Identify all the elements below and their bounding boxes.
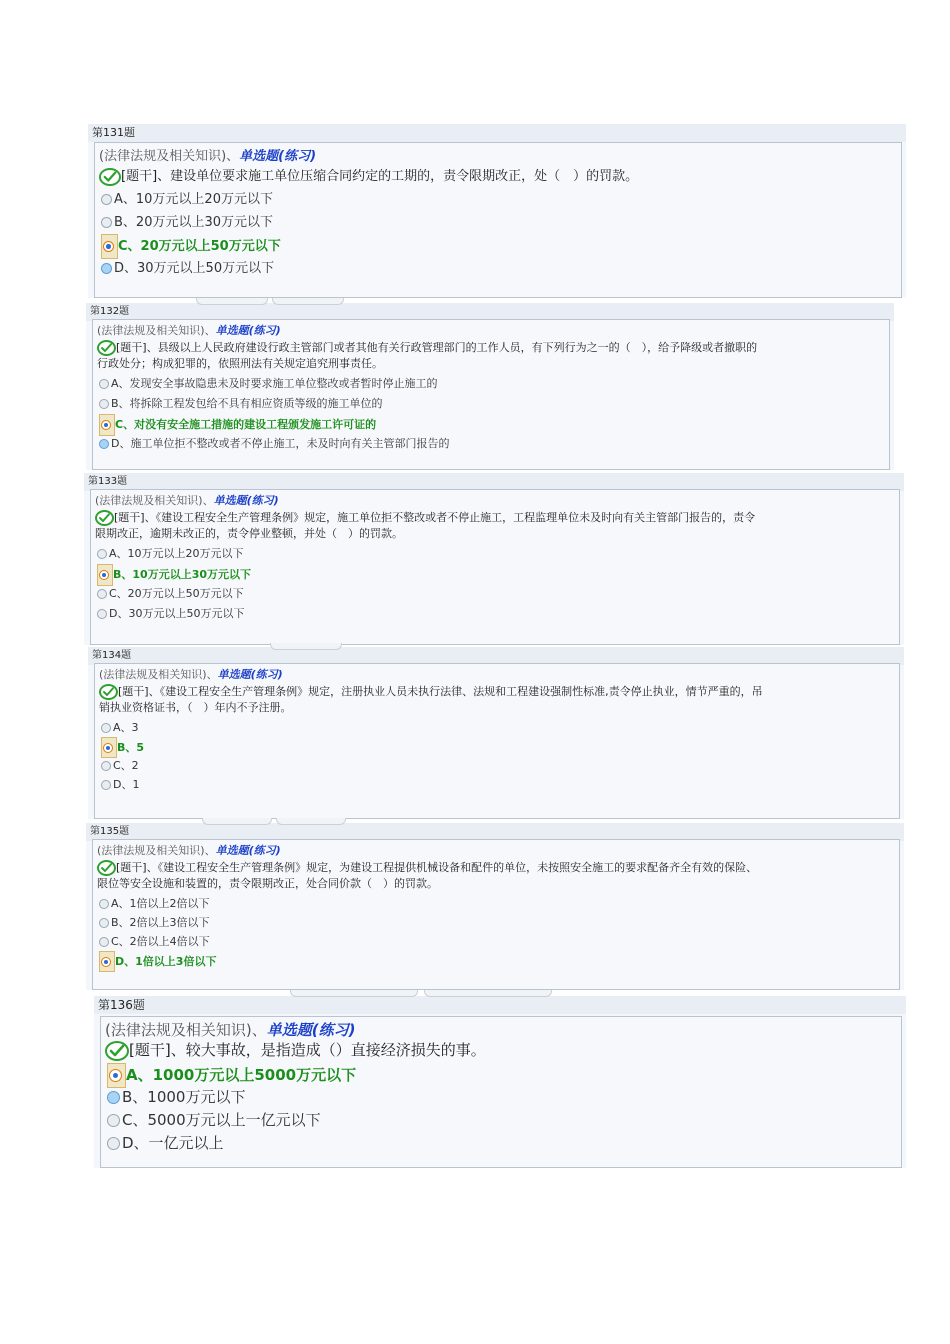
option-row[interactable] (107, 1063, 356, 1088)
option-label: B、1000万元以下 (122, 1088, 246, 1106)
question-stem (95, 526, 403, 542)
question-card (86, 303, 894, 470)
option-label: D、施工单位拒不整改或者不停止施工，未及时向有关主管部门报告的 (111, 437, 450, 450)
question-header (97, 322, 281, 338)
check-icon (105, 1041, 129, 1061)
option-label: B、将拆除工程发包给不具有相应资质等级的施工单位的 (111, 397, 383, 410)
question-number: 第136题 (94, 996, 906, 1014)
stem-prefix: [题干]、 (116, 861, 158, 874)
radio-button[interactable] (97, 589, 107, 599)
question-stem (97, 860, 757, 876)
option-label: D、1倍以上3倍以下 (115, 955, 217, 968)
option-row[interactable] (99, 374, 438, 394)
option-label: B、2倍以上3倍以下 (111, 916, 210, 929)
radio-button[interactable] (101, 780, 111, 790)
option-row[interactable] (107, 1109, 321, 1132)
check-icon (97, 860, 116, 876)
question-stem (97, 876, 438, 892)
panel-tab-edge (424, 990, 552, 997)
option-label: A、1000万元以上5000万元以下 (126, 1066, 357, 1084)
question-category: (法律法规及相关知识)、 (95, 494, 214, 507)
radio-button[interactable] (107, 1091, 120, 1104)
question-header (95, 492, 279, 508)
option-label: A、3 (113, 721, 139, 734)
radio-button[interactable] (103, 743, 113, 753)
selected-marker (101, 737, 117, 758)
stem-text: 限位等安全设施和装置的，责令限期改正，处合同价款（ ）的罚款。 (97, 877, 438, 890)
question-card (88, 647, 904, 819)
question-card (94, 996, 906, 1168)
option-label: C、对没有安全施工措施的建设工程颁发施工许可证的 (115, 418, 377, 431)
option-label: D、一亿元以上 (122, 1134, 224, 1152)
radio-button[interactable] (101, 420, 111, 430)
question-category: (法律法规及相关知识)、 (99, 668, 218, 681)
question-category: (法律法规及相关知识)、 (105, 1021, 267, 1039)
stem-prefix: [题干]、 (114, 511, 156, 524)
selected-marker (99, 414, 115, 436)
radio-button[interactable] (107, 1114, 120, 1127)
option-row[interactable] (97, 584, 244, 604)
question-header (97, 842, 281, 858)
question-stem (99, 700, 292, 716)
radio-button[interactable] (99, 399, 109, 409)
radio-button[interactable] (99, 570, 109, 580)
question-card (88, 124, 906, 298)
question-type: 单选题(练习) (215, 844, 281, 857)
option-label: A、10万元以上20万元以下 (109, 547, 244, 560)
radio-button[interactable] (99, 899, 109, 909)
question-panel (90, 489, 900, 645)
stem-prefix: [题干]、 (118, 685, 160, 698)
radio-button[interactable] (107, 1137, 120, 1150)
option-row[interactable] (101, 718, 139, 737)
option-row[interactable] (101, 211, 273, 234)
option-label: C、5000万元以上一亿元以下 (122, 1111, 321, 1129)
stem-prefix: [题干]、 (116, 341, 158, 354)
question-stem (99, 167, 638, 186)
stem-text: 《建设工程安全生产管理条例》规定，为建设工程提供机械设备和配件的单位，未按照安全施工的要求配备齐全有效的保险、 (157, 861, 758, 874)
question-number: 第134题 (88, 647, 904, 665)
stem-prefix: [题干]、 (121, 169, 171, 184)
stem-text: 较大事故，是指造成（）直接经济损失的事。 (185, 1041, 486, 1059)
question-type: 单选题(练习) (213, 494, 279, 507)
radio-button[interactable] (101, 217, 112, 228)
option-row[interactable] (101, 737, 144, 758)
selected-marker (99, 951, 115, 972)
radio-button[interactable] (97, 609, 107, 619)
radio-button[interactable] (101, 761, 111, 771)
radio-button[interactable] (101, 723, 111, 733)
question-card (86, 823, 904, 990)
panel-tab-edge (270, 643, 342, 650)
option-label: B、20万元以上30万元以下 (114, 215, 274, 230)
stem-text: 《建设工程安全生产管理条例》规定，注册执业人员未执行法律、法规和工程建设强制性标准,责令停止执业，情节严重的，吊 (159, 685, 763, 698)
question-number: 第132题 (86, 303, 894, 321)
radio-button[interactable] (109, 1069, 122, 1082)
option-label: A、1倍以上2倍以下 (111, 897, 210, 910)
option-row[interactable] (99, 434, 449, 454)
question-category: (法律法规及相关知识)、 (97, 844, 216, 857)
option-label: C、20万元以上50万元以下 (118, 239, 281, 254)
question-panel (92, 319, 890, 470)
question-stem (95, 510, 755, 526)
question-stem (99, 684, 763, 700)
question-stem (97, 356, 383, 372)
question-card (84, 473, 904, 645)
check-icon (99, 684, 118, 700)
option-row[interactable] (97, 564, 251, 586)
question-panel (100, 1016, 902, 1168)
radio-button[interactable] (101, 957, 111, 967)
option-row[interactable] (107, 1132, 224, 1155)
option-label: A、发现安全事故隐患未及时要求施工单位整改或者暂时停止施工的 (111, 377, 438, 390)
stem-text: 建设单位要求施工单位压缩合同约定的工期的，责令限期改正，处（ ）的罚款。 (170, 169, 639, 184)
panel-tab-edge (202, 818, 272, 825)
question-number: 第133题 (84, 473, 904, 491)
question-type: 单选题(练习) (215, 324, 281, 337)
option-row[interactable] (99, 394, 383, 414)
check-icon (95, 510, 114, 526)
panel-tab-edge (196, 298, 268, 305)
option-row[interactable] (101, 188, 273, 211)
option-row[interactable] (101, 234, 281, 259)
radio-button[interactable] (97, 549, 107, 559)
stem-text: 《建设工程安全生产管理条例》规定，施工单位拒不整改或者不停止施工，工程监理单位未及时向有关主管部门报告的，责令 (155, 511, 756, 524)
question-panel (92, 839, 900, 990)
question-category: (法律法规及相关知识)、 (99, 149, 240, 164)
question-number: 第135题 (86, 823, 904, 841)
check-icon (97, 340, 116, 356)
option-row[interactable] (101, 257, 274, 280)
stem-text: 限期改正，逾期未改正的，责令停业整顿，并处（ ）的罚款。 (95, 527, 403, 540)
stem-text: 县级以上人民政府建设行政主管部门或者其他有关行政管理部门的工作人员，有下列行为之一的（ ），给予降级或者撤职的 (157, 341, 758, 354)
option-row[interactable] (107, 1086, 245, 1109)
radio-button[interactable] (99, 918, 109, 928)
option-label: C、2 (113, 759, 139, 772)
question-stem (105, 1039, 486, 1061)
option-label: D、30万元以上50万元以下 (114, 261, 275, 276)
option-label: D、30万元以上50万元以下 (109, 607, 245, 620)
radio-button[interactable] (99, 379, 109, 389)
option-label: B、5 (117, 741, 145, 754)
option-row[interactable] (97, 544, 244, 564)
question-header (99, 145, 316, 164)
option-row[interactable] (101, 756, 139, 775)
option-label: A、10万元以上20万元以下 (114, 192, 273, 207)
question-category: (法律法规及相关知识)、 (97, 324, 216, 337)
selected-marker (97, 564, 113, 586)
option-label: D、1 (113, 778, 140, 791)
radio-button[interactable] (103, 241, 114, 252)
stem-text: 行政处分；构成犯罪的，依照刑法有关规定追究刑事责任。 (97, 357, 383, 370)
radio-button[interactable] (101, 194, 112, 205)
option-row[interactable] (101, 775, 139, 794)
question-type: 单选题(练习) (217, 668, 283, 681)
question-header (99, 666, 283, 682)
question-type: 单选题(练习) (266, 1021, 356, 1039)
option-row[interactable] (97, 604, 244, 624)
question-panel (94, 663, 900, 819)
question-type: 单选题(练习) (239, 149, 317, 164)
radio-button[interactable] (99, 439, 109, 449)
panel-tab-edge (276, 818, 346, 825)
selected-marker (101, 234, 118, 259)
question-stem (97, 340, 757, 356)
panel-tab-edge (290, 990, 418, 997)
panel-tab-edge (272, 298, 344, 305)
option-row[interactable] (99, 951, 216, 972)
selected-marker (107, 1063, 126, 1088)
option-row[interactable] (99, 913, 210, 932)
stem-text: 销执业资格证书，（ ）年内不予注册。 (99, 701, 292, 714)
question-header (105, 1019, 355, 1040)
option-label: C、20万元以上50万元以下 (109, 587, 244, 600)
option-row[interactable] (99, 894, 210, 913)
option-label: C、2倍以上4倍以下 (111, 935, 210, 948)
stem-prefix: [题干]、 (129, 1041, 186, 1059)
option-label: B、10万元以上30万元以下 (113, 568, 251, 581)
check-icon (99, 168, 121, 186)
question-panel (94, 142, 902, 298)
option-row[interactable] (99, 932, 210, 951)
radio-button[interactable] (101, 263, 112, 274)
radio-button[interactable] (99, 937, 109, 947)
question-number: 第131题 (88, 124, 906, 142)
option-row[interactable] (99, 414, 376, 436)
